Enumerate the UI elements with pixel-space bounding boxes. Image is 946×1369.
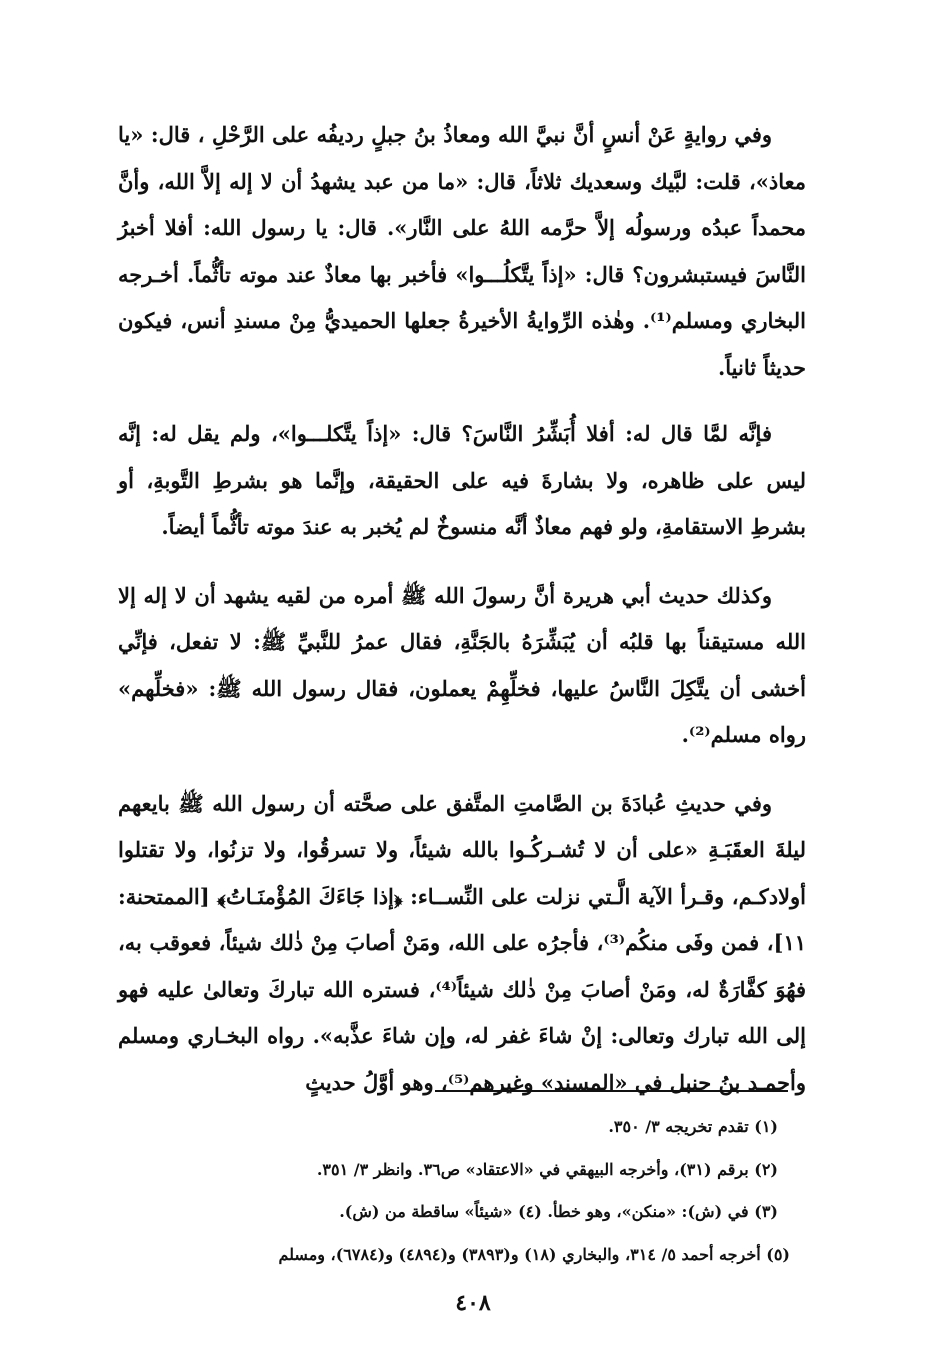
footnote-2: (٢) برقم (٣١)، وأخرجه البيهقي في «الاعتقاد» ص٣٦. وانظر ٣/ ٣٥١. [316, 1159, 778, 1179]
footnotes [112, 1106, 790, 1276]
footnote-separator [435, 1090, 788, 1092]
page-number: ٤٠٨ [455, 1290, 491, 1316]
main-text [118, 112, 806, 1106]
paragraph-abu-hurayrah-hadith: وكذلك حديث أبي هريرة أنَّ رسولَ الله ﷺ أمره من لقيه يشهد أن لا إله إلا الله مستيقناً بها قلبُه أن يُبَشِّرَهُ بالجَنَّةِ، فقال عمرُ للنَّبيِّ ﷺ: لا تفعل، فإنِّي أخشى أن يتَّكِلَ النَّاسُ عليها، فخلِّهِمْ يعملون، فقال رسول الله ﷺ: «فخلِّهم» رواه مسلم⁽²⁾. [118, 582, 806, 747]
paragraph-muadh-commentary: فإنَّه لمَّا قال له: أفلا أُبَشِّرُ النَّاسَ؟ قال: «إذاً يتَّكلـــوا»، ولم يقل له: إنَّه ليس على ظاهره، ولا بشارةَ فيه على الحقيقة، وإنَّما هو بشرطِ التَّوبةِ، أو بشرطِ الاستقامةِ، ولو فهم معاذٌ أنَّه منسوخٌ لم يُخبر به عندَ موته تأثُّماً أيضاً. [118, 421, 806, 539]
footnote-1: (١) تقدم تخريجه ٣/ ٣٥٠. [608, 1117, 778, 1136]
footnote-3-4: (٣) في (ش): «منكن»، وهو خطأ. (٤) «شيئاً» ساقطة من (ش). [339, 1202, 778, 1221]
paragraph-anas-narration: وفي روايةٍ عَنْ أنسٍ أنَّ نبيَّ الله ومعاذُ بنُ جبلٍ رديفُه على الرَّحْلِ ، قال: «يا معاذ»، قلت: لبَّيك وسعديك ثلاثاً، قال: «ما من عبد يشهدُ أن لا إله إلاَّ الله، وأنَّ محمداً عبدُه ورسولُه إلاَّ حرَّمه اللهُ على النَّار». قال: يا رسول الله: أفلا أخبرُ النَّاسَ فيستبشرون؟ قال: «إذاً يتَّكلُـــوا» فأخبر بها معاذٌ عند موته تأثُّماً. أخـرجه البخاري ومسلم⁽¹⁾. وهٰذه الرِّوايةُ الأخيرةُ جعلها الحميديُّ مِنْ مسندِ أنس، فيكون حديثاً ثانياً. [118, 122, 806, 380]
footnote-5: (٥) أخرجه أحمد ٥/ ٣١٤، والبخاري (١٨) و(٣٨٩٣) و(٤٨٩٤) و(٦٧٨٤)، ومسلم [278, 1244, 790, 1264]
paragraph-ubadah-hadith: وفي حديثِ عُبادَةَ بن الصَّامتِ المتَّفق على صحَّته أن رسول الله ﷺ بايعهم ليلةَ العقَبَـةِ «على أن لا تُشـركُـوا بالله شيئاً، ولا تسرقُوا، ولا تزنُوا، ولا تقتلوا أولادكـم، وقـرأ الآية الَّـتي نزلت على النِّســاء: ﴿إذا جَاءَكَ المُؤْمنَـاتُ﴾ [الممتحنة: ١١]، فمن وفَى منكُم⁽³⁾، فأجرُه على الله، ومَنْ أصابَ مِنْ ذٰلك شيئاً، فعوقب به، فهُوَ كفَّارَةٌ له، ومَنْ أصابَ مِنْ ذٰلك شيئاً⁽⁴⁾، فستره الله تباركَ وتعالىٰ عليه فهو إلى الله تبارك وتعالى: إنْ شاءَ غفر له، وإن شاءَ عذَّبه». رواه البخـاري ومسلم وأحمـد بنُ حنبل في «المسند» وغيرهم⁽⁵⁾، وهو أوَّلُ حديثٍ [118, 790, 806, 1095]
